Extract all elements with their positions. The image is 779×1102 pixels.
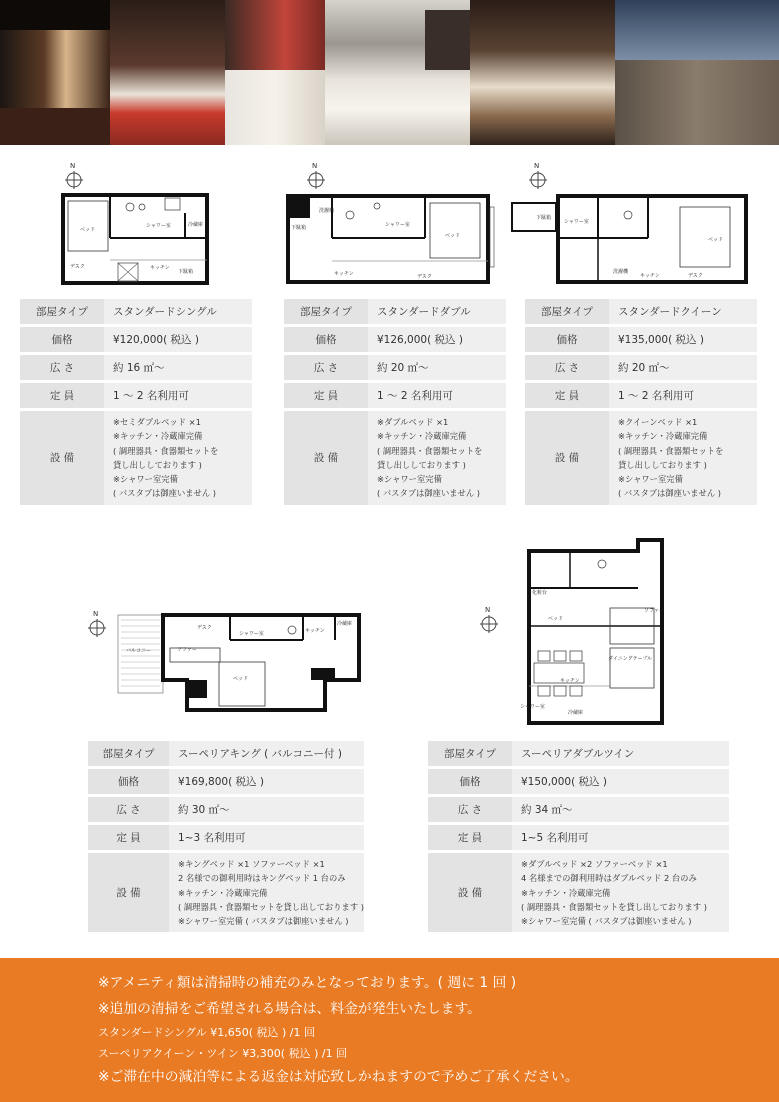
- label-area: 広 さ: [525, 355, 609, 380]
- plan-label: シャワー室: [239, 631, 264, 637]
- value-area: 約 30 ㎡〜: [169, 797, 364, 822]
- label-equipment: 設 備: [88, 853, 169, 932]
- notice-refund: ※ご滞在中の減泊等による返金は対応致しかねますので予めご了承ください。: [98, 1069, 579, 1085]
- plan-label: ベッド: [233, 676, 249, 682]
- plan-label: シャワー室: [520, 704, 545, 710]
- value-price: ¥169,800( 税込 ): [169, 769, 364, 794]
- compass-icon: N: [527, 162, 549, 192]
- plan-label: 冷蔵庫: [337, 621, 353, 627]
- plan-label: シャワー室: [385, 222, 410, 228]
- floorplan-superior-double-twin: [520, 536, 670, 728]
- label-area: 広 さ: [88, 797, 169, 822]
- notice-extra-cleaning: ※追加の清掃をご希望される場合は、料金が発生いたします。: [98, 1001, 481, 1017]
- plan-label: ダイニングテーブル: [608, 656, 653, 662]
- floorplan-superior-king: [115, 610, 365, 720]
- value-area: 約 20 ㎡〜: [368, 355, 506, 380]
- label-area: 広 さ: [284, 355, 368, 380]
- plan-label: キッチン: [150, 265, 170, 271]
- photo-balcony: [615, 0, 779, 145]
- value-equipment: ※キングベッド ×1 ソファーベッド ×1 2 名様での御利用時はキングベッド 1 台のみ ※キッチン・冷蔵庫完備 ( 調理器具・食器類セットを貸し出しております ) ※シャワー室完備 ( バスタブは御座いません ): [169, 853, 364, 932]
- value-room-type: スーペリアキング ( バルコニー付 ): [169, 741, 364, 766]
- plan-label: 下駄箱: [536, 215, 552, 221]
- plan-label: キッチン: [640, 273, 660, 279]
- spec-table-superior-double-twin: [428, 738, 729, 935]
- label-capacity: 定 員: [88, 825, 169, 850]
- photo-double-bedroom: [325, 0, 470, 145]
- photo-strip: [0, 0, 779, 145]
- label-equipment: 設 備: [525, 411, 609, 505]
- plan-label: 冷蔵庫: [188, 222, 204, 228]
- value-equipment: ※ダブルベッド ×2 ソファーベッド ×1 4 名様までの御利用時はダブルベッド 2 台のみ ※キッチン・冷蔵庫完備 ( 調理器具・食器類セットを貸し出しております ) ※シャワー室完備 ( バスタブは御座いません ): [512, 853, 729, 932]
- spec-table-standard-queen: [525, 296, 757, 508]
- photo-entrance-hallway: [0, 0, 110, 145]
- plan-label: ベッド: [548, 616, 564, 622]
- value-capacity: 1~5 名利用可: [512, 825, 729, 850]
- plan-label: ベッド: [708, 237, 724, 243]
- label-room-type: 部屋タイプ: [525, 299, 609, 324]
- plan-label: 化粧台: [532, 590, 548, 596]
- label-capacity: 定 員: [20, 383, 104, 408]
- label-price: 価格: [525, 327, 609, 352]
- plan-label: キッチン: [560, 678, 580, 684]
- floorplan-standard-single: [60, 193, 210, 285]
- value-area: 約 34 ㎡〜: [512, 797, 729, 822]
- value-room-type: スタンダードシングル: [104, 299, 252, 324]
- floorplan-standard-queen: [508, 193, 750, 286]
- value-room-type: スタンダードダブル: [368, 299, 506, 324]
- value-capacity: 1~3 名利用可: [169, 825, 364, 850]
- plan-label: シャワー室: [146, 223, 171, 229]
- value-price: ¥126,000( 税込 ): [368, 327, 506, 352]
- floorplan-standard-double: [285, 193, 495, 286]
- label-capacity: 定 員: [525, 383, 609, 408]
- plan-label: デスク: [688, 273, 703, 279]
- label-price: 価格: [428, 769, 512, 794]
- label-room-type: 部屋タイプ: [284, 299, 368, 324]
- value-capacity: 1 〜 2 名利用可: [368, 383, 506, 408]
- plan-label: ベッド: [445, 233, 461, 239]
- compass-icon: N: [63, 162, 85, 192]
- photo-dining-twin: [470, 0, 615, 145]
- plan-label: キッチン: [305, 628, 325, 634]
- label-area: 広 さ: [20, 355, 104, 380]
- notice-box: [0, 958, 779, 1102]
- notice-price-superior: スーペリアクイーン・ツイン ¥3,300( 税込 ) /1 回: [98, 1047, 348, 1060]
- plan-label: 下駄箱: [291, 225, 307, 231]
- plan-label: キッチン: [334, 271, 354, 277]
- label-equipment: 設 備: [20, 411, 104, 505]
- plan-label: デスク: [417, 274, 432, 280]
- plan-label: 冷蔵庫: [568, 710, 584, 716]
- plan-label: デスク: [197, 625, 212, 631]
- plan-label: ソファー: [644, 608, 664, 614]
- compass-icon: N: [478, 606, 500, 636]
- plan-label: デスク: [70, 264, 85, 270]
- photo-kitchen-red: [225, 0, 325, 145]
- spec-table-superior-king: [88, 738, 364, 935]
- compass-icon: N: [305, 162, 327, 192]
- notice-amenities: ※アメニティ類は清掃時の補充のみとなっております。( 週に 1 回 ): [98, 975, 517, 991]
- plan-label: シャワー室: [564, 219, 589, 225]
- plan-label: バルコニー: [126, 648, 152, 654]
- label-capacity: 定 員: [428, 825, 512, 850]
- label-price: 価格: [284, 327, 368, 352]
- label-equipment: 設 備: [284, 411, 368, 505]
- value-capacity: 1 〜 2 名利用可: [609, 383, 757, 408]
- label-room-type: 部屋タイプ: [88, 741, 169, 766]
- value-price: ¥150,000( 税込 ): [512, 769, 729, 794]
- notice-price-standard-single: スタンダードシングル ¥1,650( 税込 ) /1 回: [98, 1026, 315, 1039]
- label-capacity: 定 員: [284, 383, 368, 408]
- plan-label: ソファー: [177, 647, 197, 653]
- value-room-type: スーペリアダブルツイン: [512, 741, 729, 766]
- label-room-type: 部屋タイプ: [428, 741, 512, 766]
- value-room-type: スタンダードクイーン: [609, 299, 757, 324]
- compass-icon: N: [86, 610, 108, 640]
- value-equipment: ※セミダブルベッド ×1 ※キッチン・冷蔵庫完備 ( 調理器具・食器類セットを 貸し出ししております ) ※シャワー室完備 ( バスタブは御座いません ): [104, 411, 252, 505]
- plan-label: 洗濯機: [319, 208, 335, 214]
- photo-bedroom-red: [110, 0, 225, 145]
- plan-label: 洗濯機: [613, 269, 629, 275]
- value-area: 約 16 ㎡〜: [104, 355, 252, 380]
- plan-label: 下駄箱: [178, 269, 194, 275]
- value-price: ¥135,000( 税込 ): [609, 327, 757, 352]
- spec-table-standard-single: [20, 296, 252, 508]
- value-price: ¥120,000( 税込 ): [104, 327, 252, 352]
- value-capacity: 1 〜 2 名利用可: [104, 383, 252, 408]
- spec-table-standard-double: [284, 296, 506, 508]
- label-price: 価格: [20, 327, 104, 352]
- label-area: 広 さ: [428, 797, 512, 822]
- value-area: 約 20 ㎡〜: [609, 355, 757, 380]
- label-equipment: 設 備: [428, 853, 512, 932]
- label-price: 価格: [88, 769, 169, 794]
- plan-label: ベッド: [80, 227, 96, 233]
- value-equipment: ※ダブルベッド ×1 ※キッチン・冷蔵庫完備 ( 調理器具・食器類セットを 貸し出ししております ) ※シャワー室完備 ( バスタブは御座いません ): [368, 411, 506, 505]
- value-equipment: ※クイーンベッド ×1 ※キッチン・冷蔵庫完備 ( 調理器具・食器類セットを 貸し出ししております ) ※シャワー室完備 ( バスタブは御座いません ): [609, 411, 757, 505]
- label-room-type: 部屋タイプ: [20, 299, 104, 324]
